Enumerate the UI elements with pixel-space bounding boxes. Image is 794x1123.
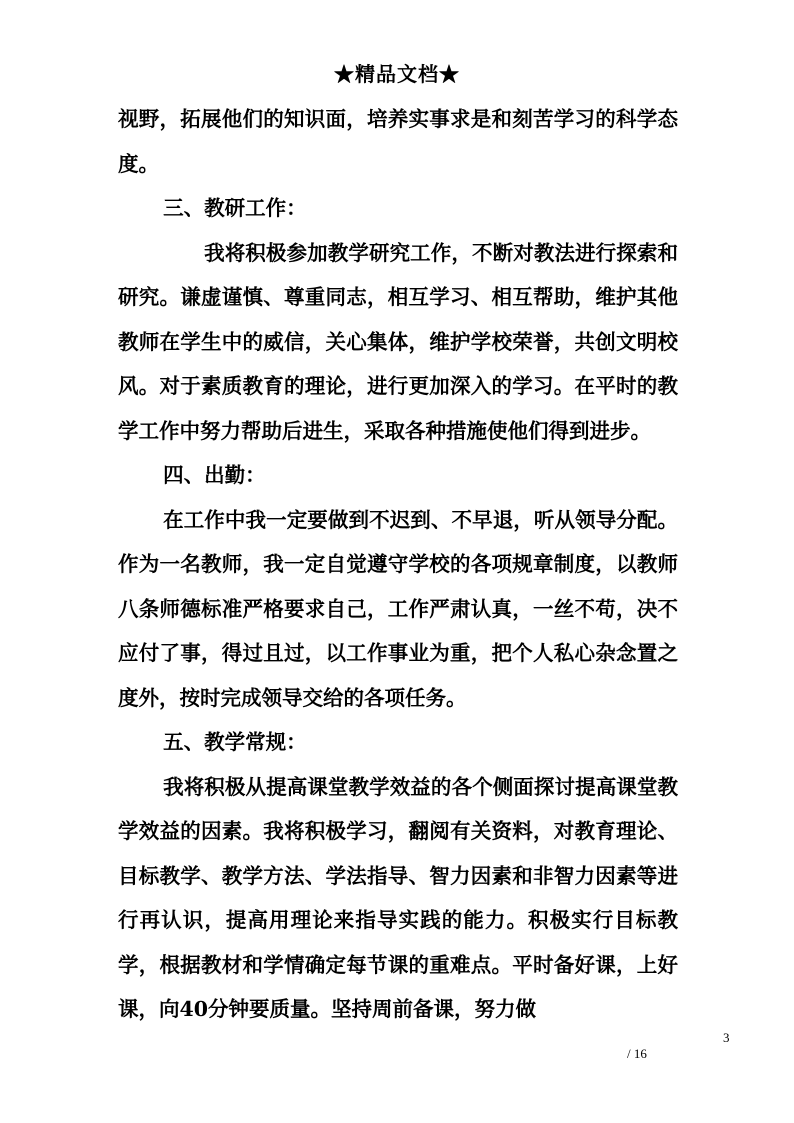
section-heading-teaching-research: 三、教研工作： — [163, 196, 307, 220]
section-heading-teaching-routine: 五、教学常规： — [163, 730, 307, 754]
paragraph-teaching-routine: 我将积极从提高课堂教学效益的各个侧面探讨提高课堂教学效益的因素。我将积极学习，翻阅有关资料，对教育理论、目标教学、教学方法、学法指导、智力因素和非智力因素等进行再认识，提高用理论来指导实践的能力。积极实行目标教学，根据教材和学情确定每节课的重难点。平时备好课，上好课，向40分钟要质量。坚持周前备课，努力做 — [118, 774, 678, 1021]
page-number: 3 — [723, 1030, 730, 1045]
paragraph-continuation: 视野，拓展他们的知识面，培养实事求是和刻苦学习的科学态度。 — [118, 107, 678, 176]
body-text — [118, 97, 678, 1032]
page-header: ★精品文档★ — [334, 62, 460, 86]
page-total: / 16 — [627, 1046, 647, 1061]
section-heading-attendance: 四、出勤： — [163, 463, 266, 487]
paragraph-teaching-research: 我将积极参加教学研究工作，不断对教法进行探索和研究。谦虚谨慎、尊重同志，相互学习、相互帮助，维护其他教师在学生中的威信，关心集体，维护学校荣誉，共创文明校风。对于素质教育的理论，进行更加深入的学习。在平时的教学工作中努力帮助后进生，采取各种措施使他们得到进步。 — [118, 240, 678, 443]
paragraph-attendance: 在工作中我一定要做到不迟到、不早退，听从领导分配。作为一名教师，我一定自觉遵守学校的各项规章制度，以教师八条师德标准严格要求自己，工作严肃认真，一丝不苟，决不应付了事，得过且过，以工作事业为重，把个人私心杂念置之度外，按时完成领导交给的各项任务。 — [118, 507, 678, 710]
